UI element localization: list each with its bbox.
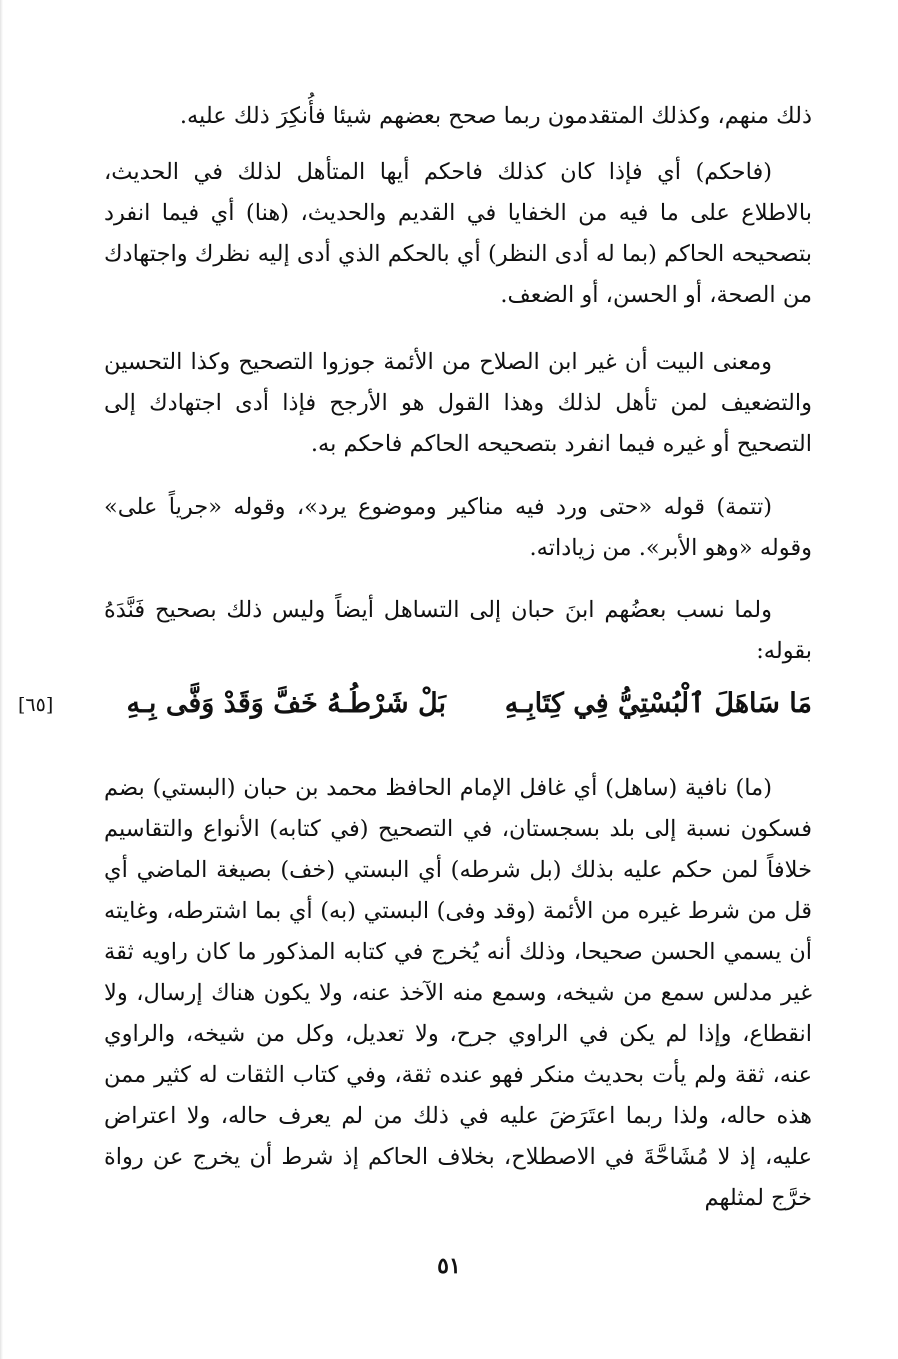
continued-paragraph: ذلك منهم، وكذلك المتقدمون ربما صحح بعضهم شيئا فأُنكِرَ ذلك عليه. [179, 103, 812, 129]
verse-line [18, 688, 812, 732]
paragraph-meaning: ومعنى البيت أن غير ابن الصلاح من الأئمة جوزوا التصحيح وكذا التحسين والتضعيف لمن تأهل لذلك وهذا القول هو الأرجح فإذا أدى اجتهادك إلى التصحيح أو غيره فيما انفرد بتصحيحه الحاكم فاحكم به. [104, 349, 812, 457]
verse-second-hemistich: بَلْ شَرْطُـهُ خَفَّ وَقَدْ وَفَّى بِـهِ [126, 688, 446, 719]
page-number: ٥١ [437, 1253, 461, 1279]
paragraph-commentary: (ما) نافية (ساهل) أي غافل الإمام الحافظ محمد بن حبان (البستي) بضم فسكون نسبة إلى بلد بسجستان، في التصحيح (في كتابه) الأنواع والتقاسيم خلافاً لمن حكم عليه بذلك (بل شرطه) أي البستي (خف) بصيغة الماضي أي قل من شرط غيره من الأئمة (وقد وفى) البستي (به) أي بما اشترطه، وغايته أن يسمي الحسن صحيحا، وذلك أنه يُخرج في كتابه المذكور ما كان راويه ثقة غير مدلس سمع من شيخه، وسمع منه الآخذ عنه، ولا يكون هناك إرسال، ولا انقطاع، وإذا لم يكن في الراوي جرح، ولا تعديل، وكل من شيخه، والراوي عنه، ثقة ولم يأت بحديث منكر فهو عنده ثقة، وفي كتاب الثقات له كثير ممن هذه حاله، ولذا ربما اعتَرَضَ عليه في ذلك من لم يعرف حاله، ولا اعتراض عليه، إذ لا مُشَاحَّةَ في الاصطلاح، بخلاف الحاكم إذ شرط أن يخرج عن رواة خرَّج لمثلهم [104, 775, 812, 1211]
verse-number: [٦٥] [18, 694, 54, 716]
paragraph-fahkum: (فاحكم) أي فإذا كان كذلك فاحكم أيها المتأهل لذلك في الحديث، بالاطلاع على ما فيه من الخفايا في القديم والحديث، (هنا) أي فيما انفرد بتصحيحه الحاكم (بما له أدى النظر) أي بالحكم الذي أدى إليه نظرك واجتهادك من الصحة، أو الحسن، أو الضعف. [104, 159, 812, 308]
scan-edge [0, 0, 3, 1359]
paragraph-intro-verse: ولما نسب بعضُهم ابنَ حبان إلى التساهل أيضاً وليس ذلك بصحيح فَنَّدَهُ بقوله: [104, 597, 812, 664]
verse-first-hemistich: مَا سَاهَلَ ٱلْبُسْتِيُّ فِي كِتَابِـهِ [504, 688, 812, 719]
paragraph-tatimma: (تتمة) قوله «حتى ورد فيه مناكير وموضوع يرد»، وقوله «جرياً على» وقوله «وهو الأبر». من زياداته. [104, 494, 812, 561]
